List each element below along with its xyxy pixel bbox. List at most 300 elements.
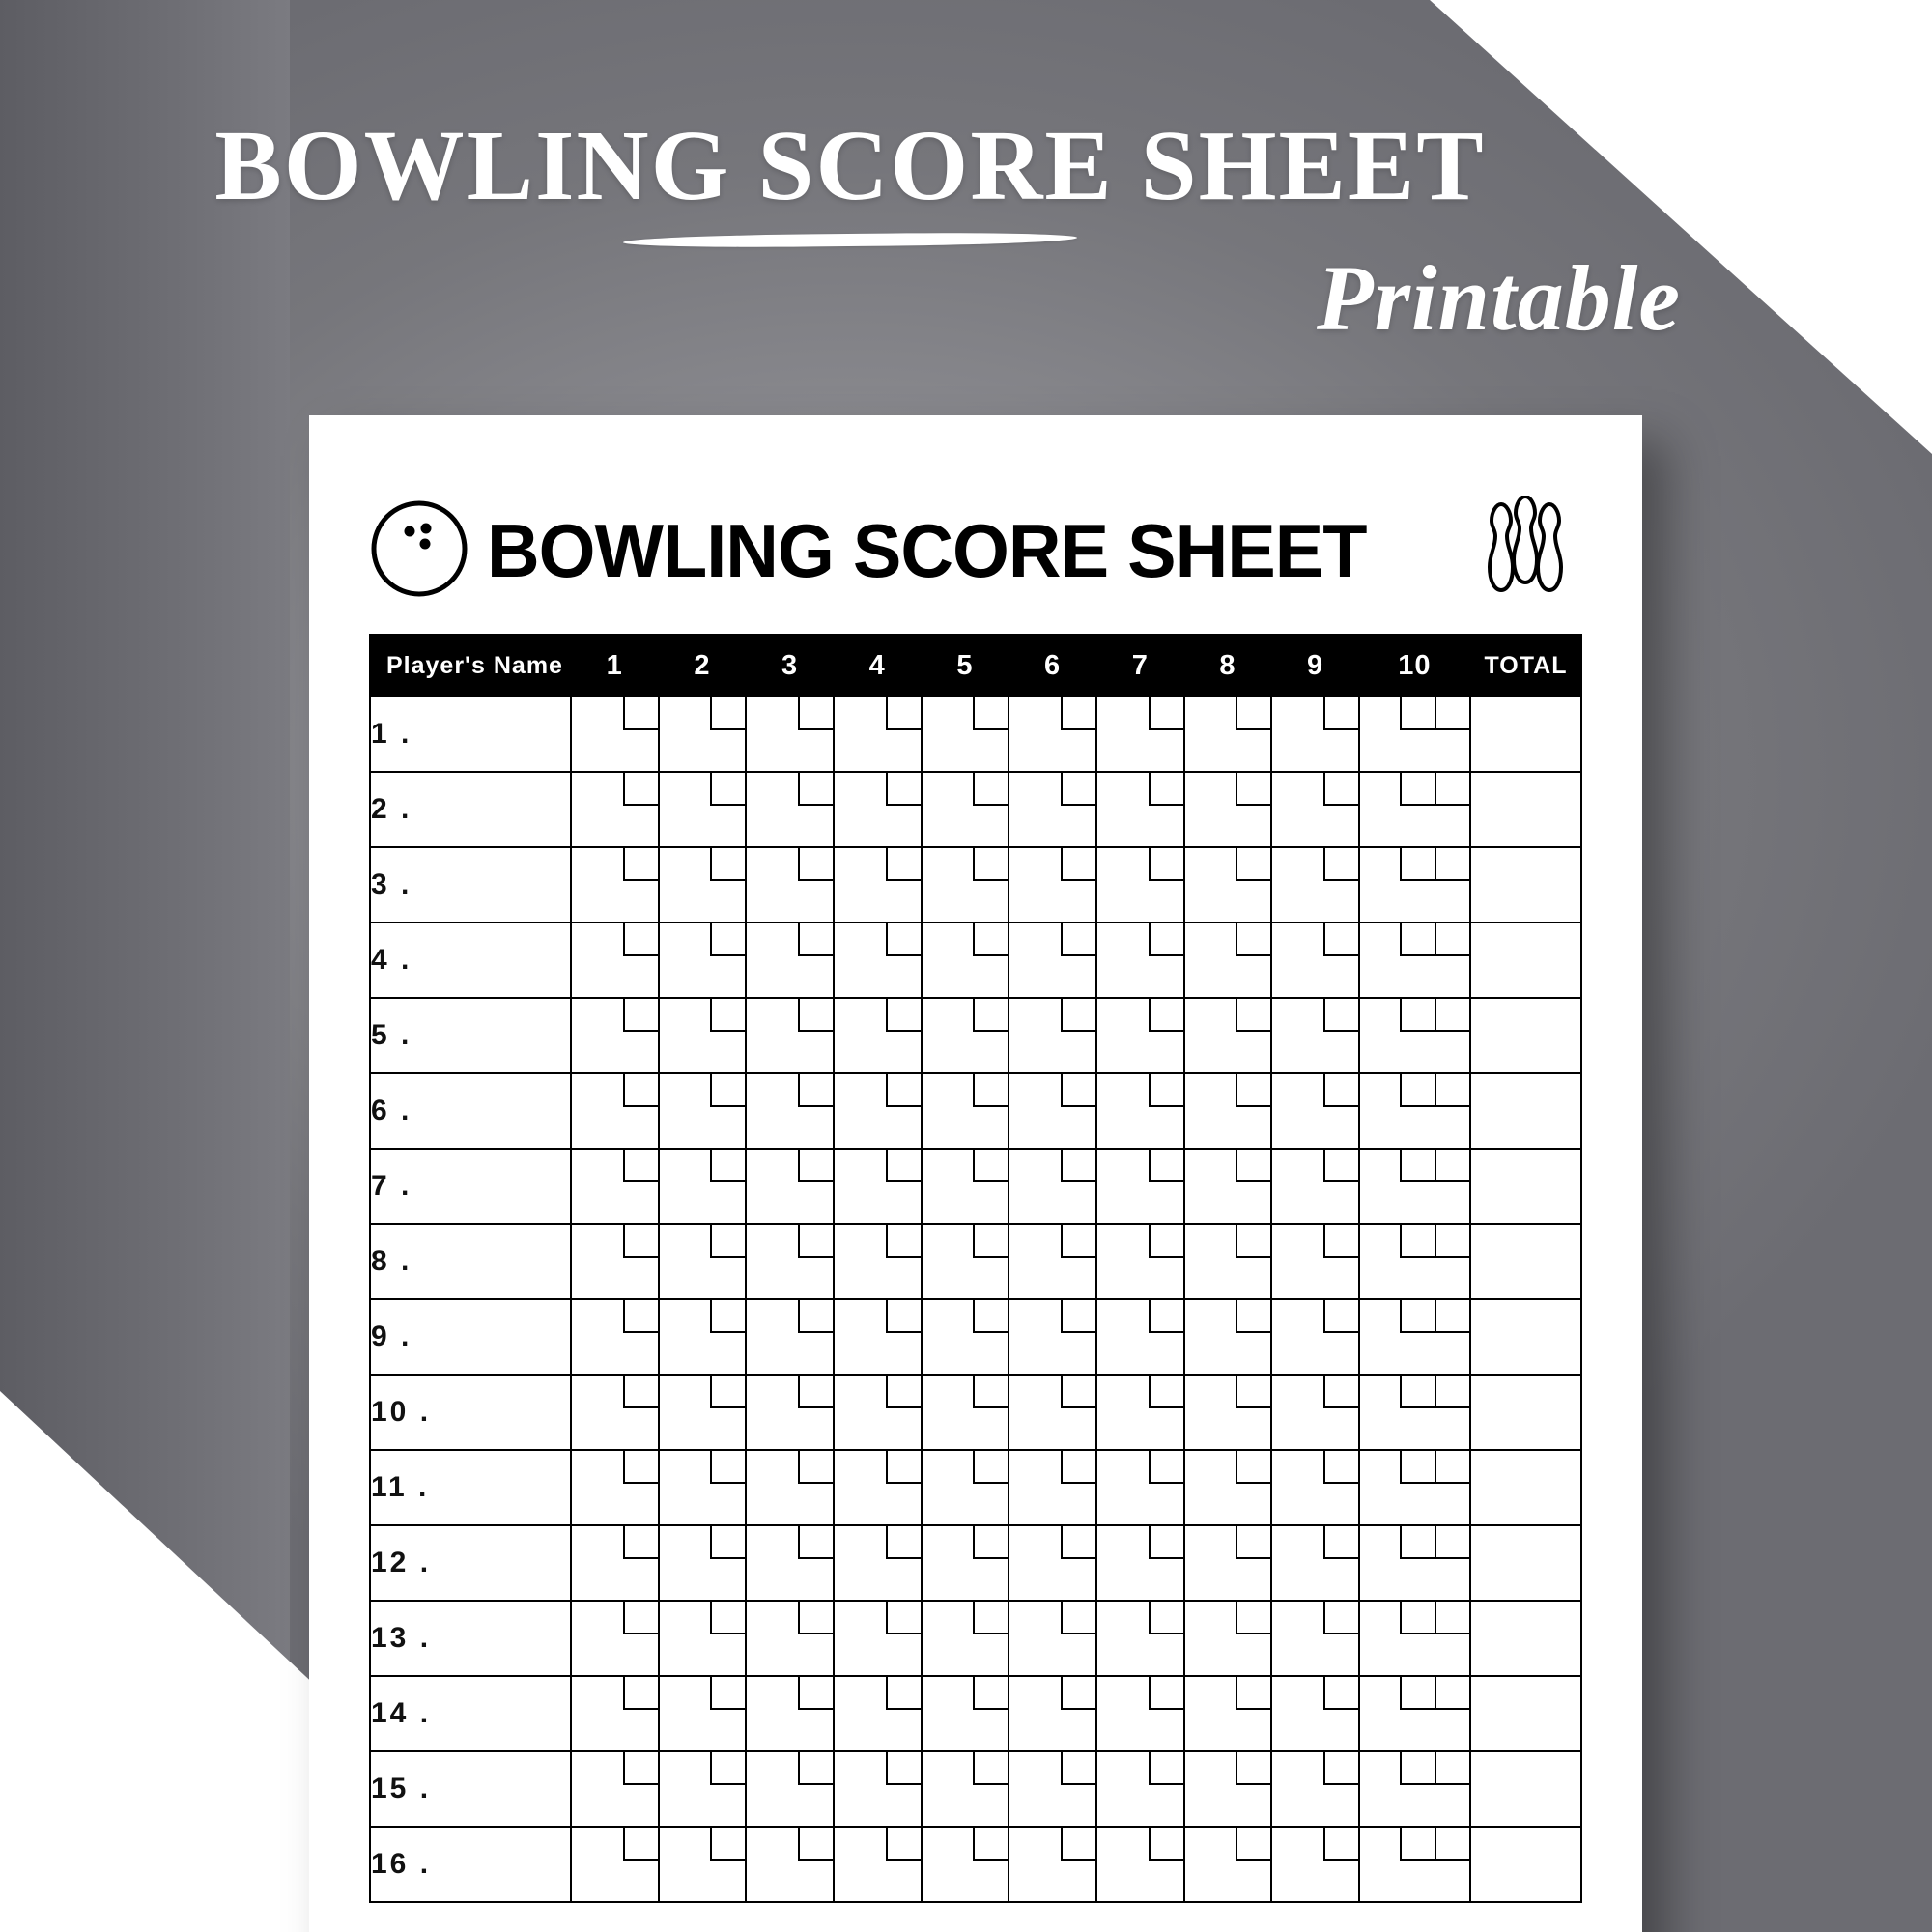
frame-cell-3[interactable] (746, 1375, 834, 1450)
frame-cell-4[interactable] (834, 1751, 922, 1827)
frame-cell-7[interactable] (1096, 772, 1184, 847)
frame-cell-4[interactable] (834, 1149, 922, 1224)
frame-cell-7[interactable] (1096, 1525, 1184, 1601)
roll-box-1[interactable] (1061, 1376, 1095, 1408)
roll-box-2[interactable] (1400, 697, 1435, 730)
frame-cell-5[interactable] (922, 1224, 1009, 1299)
player-name-cell[interactable]: 14 . (370, 1676, 571, 1751)
frame-cell-7[interactable] (1096, 923, 1184, 998)
player-name-cell[interactable]: 15 . (370, 1751, 571, 1827)
roll-box-1[interactable] (886, 1677, 921, 1710)
frame-cell-10[interactable] (1359, 1751, 1470, 1827)
frame-cell-8[interactable] (1184, 998, 1272, 1073)
roll-box-1[interactable] (886, 1602, 921, 1634)
roll-box-1[interactable] (1323, 1074, 1358, 1107)
frame-cell-4[interactable] (834, 1073, 922, 1149)
frame-cell-3[interactable] (746, 772, 834, 847)
frame-cell-9[interactable] (1271, 772, 1359, 847)
roll-box-1[interactable] (1323, 697, 1358, 730)
roll-box-1[interactable] (1149, 1451, 1183, 1484)
frame-cell-1[interactable] (571, 772, 659, 847)
frame-cell-2[interactable] (659, 1525, 747, 1601)
frame-cell-10[interactable] (1359, 772, 1470, 847)
frame-cell-6[interactable] (1009, 1601, 1096, 1676)
frame-cell-2[interactable] (659, 696, 747, 772)
frame-cell-2[interactable] (659, 923, 747, 998)
frame-cell-1[interactable] (571, 1525, 659, 1601)
roll-box-1[interactable] (710, 1451, 745, 1484)
frame-cell-5[interactable] (922, 923, 1009, 998)
roll-box-1[interactable] (1435, 1752, 1469, 1785)
frame-cell-2[interactable] (659, 1601, 747, 1676)
roll-box-1[interactable] (973, 848, 1008, 881)
roll-box-1[interactable] (1236, 1074, 1270, 1107)
roll-box-1[interactable] (623, 1074, 658, 1107)
roll-box-1[interactable] (623, 1300, 658, 1333)
roll-box-1[interactable] (798, 1602, 833, 1634)
frame-cell-2[interactable] (659, 1073, 747, 1149)
frame-cell-10[interactable] (1359, 1299, 1470, 1375)
roll-box-1[interactable] (1323, 1376, 1358, 1408)
roll-box-1[interactable] (798, 1451, 833, 1484)
frame-cell-8[interactable] (1184, 772, 1272, 847)
roll-box-1[interactable] (710, 999, 745, 1032)
roll-box-1[interactable] (1236, 1526, 1270, 1559)
roll-box-1[interactable] (623, 1451, 658, 1484)
frame-cell-6[interactable] (1009, 998, 1096, 1073)
frame-cell-7[interactable] (1096, 1676, 1184, 1751)
frame-cell-5[interactable] (922, 772, 1009, 847)
frame-cell-9[interactable] (1271, 847, 1359, 923)
player-name-cell[interactable]: 7 . (370, 1149, 571, 1224)
player-name-cell[interactable]: 1 . (370, 696, 571, 772)
frame-cell-10[interactable] (1359, 1450, 1470, 1525)
frame-cell-7[interactable] (1096, 1073, 1184, 1149)
roll-box-1[interactable] (886, 1225, 921, 1258)
total-cell[interactable] (1470, 1525, 1581, 1601)
roll-box-1[interactable] (623, 848, 658, 881)
frame-cell-4[interactable] (834, 1827, 922, 1902)
frame-cell-2[interactable] (659, 998, 747, 1073)
frame-cell-4[interactable] (834, 923, 922, 998)
frame-cell-7[interactable] (1096, 1601, 1184, 1676)
roll-box-1[interactable] (1149, 1300, 1183, 1333)
frame-cell-5[interactable] (922, 1375, 1009, 1450)
player-name-cell[interactable]: 2 . (370, 772, 571, 847)
roll-box-1[interactable] (798, 923, 833, 956)
roll-box-1[interactable] (1435, 773, 1469, 806)
roll-box-1[interactable] (1435, 1677, 1469, 1710)
frame-cell-5[interactable] (922, 1676, 1009, 1751)
frame-cell-4[interactable] (834, 772, 922, 847)
roll-box-1[interactable] (973, 1225, 1008, 1258)
roll-box-1[interactable] (623, 1376, 658, 1408)
roll-box-1[interactable] (710, 848, 745, 881)
roll-box-1[interactable] (1323, 1526, 1358, 1559)
roll-box-1[interactable] (886, 1451, 921, 1484)
frame-cell-1[interactable] (571, 1751, 659, 1827)
frame-cell-9[interactable] (1271, 1073, 1359, 1149)
roll-box-1[interactable] (886, 1300, 921, 1333)
frame-cell-9[interactable] (1271, 998, 1359, 1073)
frame-cell-4[interactable] (834, 696, 922, 772)
roll-box-1[interactable] (623, 1225, 658, 1258)
frame-cell-9[interactable] (1271, 1827, 1359, 1902)
frame-cell-10[interactable] (1359, 998, 1470, 1073)
roll-box-1[interactable] (1061, 1150, 1095, 1182)
roll-box-1[interactable] (798, 697, 833, 730)
roll-box-2[interactable] (1400, 1526, 1435, 1559)
frame-cell-8[interactable] (1184, 1601, 1272, 1676)
roll-box-1[interactable] (886, 923, 921, 956)
frame-cell-10[interactable] (1359, 1601, 1470, 1676)
roll-box-2[interactable] (1400, 999, 1435, 1032)
roll-box-1[interactable] (1236, 999, 1270, 1032)
frame-cell-2[interactable] (659, 1827, 747, 1902)
frame-cell-2[interactable] (659, 1751, 747, 1827)
frame-cell-8[interactable] (1184, 1827, 1272, 1902)
roll-box-1[interactable] (1061, 1451, 1095, 1484)
roll-box-1[interactable] (710, 1526, 745, 1559)
roll-box-1[interactable] (1435, 1376, 1469, 1408)
frame-cell-8[interactable] (1184, 1375, 1272, 1450)
roll-box-1[interactable] (1236, 773, 1270, 806)
roll-box-1[interactable] (710, 1074, 745, 1107)
frame-cell-6[interactable] (1009, 1299, 1096, 1375)
roll-box-1[interactable] (1435, 1150, 1469, 1182)
roll-box-1[interactable] (886, 1074, 921, 1107)
total-cell[interactable] (1470, 1149, 1581, 1224)
roll-box-1[interactable] (1323, 923, 1358, 956)
frame-cell-5[interactable] (922, 1525, 1009, 1601)
frame-cell-3[interactable] (746, 1601, 834, 1676)
roll-box-1[interactable] (798, 999, 833, 1032)
frame-cell-1[interactable] (571, 1073, 659, 1149)
roll-box-1[interactable] (1435, 1526, 1469, 1559)
roll-box-1[interactable] (798, 1828, 833, 1861)
roll-box-2[interactable] (1400, 773, 1435, 806)
roll-box-1[interactable] (973, 1451, 1008, 1484)
player-name-cell[interactable]: 5 . (370, 998, 571, 1073)
frame-cell-3[interactable] (746, 1450, 834, 1525)
frame-cell-8[interactable] (1184, 1149, 1272, 1224)
total-cell[interactable] (1470, 1827, 1581, 1902)
frame-cell-7[interactable] (1096, 998, 1184, 1073)
roll-box-1[interactable] (1061, 999, 1095, 1032)
roll-box-1[interactable] (798, 1526, 833, 1559)
roll-box-1[interactable] (1236, 1677, 1270, 1710)
frame-cell-1[interactable] (571, 923, 659, 998)
frame-cell-10[interactable] (1359, 1676, 1470, 1751)
roll-box-1[interactable] (973, 1376, 1008, 1408)
frame-cell-9[interactable] (1271, 1299, 1359, 1375)
frame-cell-10[interactable] (1359, 1375, 1470, 1450)
frame-cell-3[interactable] (746, 1827, 834, 1902)
roll-box-1[interactable] (1435, 697, 1469, 730)
roll-box-1[interactable] (1149, 1150, 1183, 1182)
roll-box-1[interactable] (623, 1677, 658, 1710)
roll-box-1[interactable] (886, 999, 921, 1032)
frame-cell-6[interactable] (1009, 1073, 1096, 1149)
total-cell[interactable] (1470, 998, 1581, 1073)
roll-box-1[interactable] (973, 1074, 1008, 1107)
total-cell[interactable] (1470, 923, 1581, 998)
frame-cell-1[interactable] (571, 1299, 659, 1375)
roll-box-1[interactable] (1149, 923, 1183, 956)
frame-cell-3[interactable] (746, 1299, 834, 1375)
frame-cell-5[interactable] (922, 1751, 1009, 1827)
roll-box-1[interactable] (1236, 1451, 1270, 1484)
roll-box-1[interactable] (798, 1150, 833, 1182)
roll-box-1[interactable] (710, 1225, 745, 1258)
frame-cell-6[interactable] (1009, 1224, 1096, 1299)
roll-box-1[interactable] (1149, 1828, 1183, 1861)
frame-cell-1[interactable] (571, 998, 659, 1073)
roll-box-2[interactable] (1400, 848, 1435, 881)
roll-box-1[interactable] (886, 1526, 921, 1559)
frame-cell-1[interactable] (571, 847, 659, 923)
frame-cell-9[interactable] (1271, 1149, 1359, 1224)
total-cell[interactable] (1470, 1450, 1581, 1525)
frame-cell-10[interactable] (1359, 1224, 1470, 1299)
frame-cell-9[interactable] (1271, 1375, 1359, 1450)
total-cell[interactable] (1470, 1375, 1581, 1450)
roll-box-1[interactable] (710, 697, 745, 730)
roll-box-1[interactable] (1061, 1677, 1095, 1710)
frame-cell-3[interactable] (746, 1149, 834, 1224)
frame-cell-9[interactable] (1271, 1450, 1359, 1525)
roll-box-2[interactable] (1400, 1150, 1435, 1182)
frame-cell-10[interactable] (1359, 1149, 1470, 1224)
roll-box-1[interactable] (1435, 999, 1469, 1032)
roll-box-1[interactable] (973, 1752, 1008, 1785)
frame-cell-3[interactable] (746, 1525, 834, 1601)
frame-cell-9[interactable] (1271, 1525, 1359, 1601)
player-name-cell[interactable]: 8 . (370, 1224, 571, 1299)
frame-cell-5[interactable] (922, 1149, 1009, 1224)
roll-box-1[interactable] (1149, 1677, 1183, 1710)
roll-box-1[interactable] (623, 923, 658, 956)
roll-box-1[interactable] (1149, 697, 1183, 730)
roll-box-2[interactable] (1400, 1451, 1435, 1484)
roll-box-1[interactable] (623, 697, 658, 730)
roll-box-1[interactable] (1236, 923, 1270, 956)
roll-box-1[interactable] (973, 1150, 1008, 1182)
frame-cell-5[interactable] (922, 847, 1009, 923)
frame-cell-10[interactable] (1359, 1827, 1470, 1902)
frame-cell-2[interactable] (659, 1299, 747, 1375)
roll-box-2[interactable] (1400, 1074, 1435, 1107)
roll-box-1[interactable] (886, 848, 921, 881)
frame-cell-9[interactable] (1271, 1224, 1359, 1299)
total-cell[interactable] (1470, 772, 1581, 847)
frame-cell-2[interactable] (659, 1676, 747, 1751)
player-name-cell[interactable]: 3 . (370, 847, 571, 923)
frame-cell-8[interactable] (1184, 1299, 1272, 1375)
total-cell[interactable] (1470, 1299, 1581, 1375)
roll-box-1[interactable] (1149, 1526, 1183, 1559)
frame-cell-7[interactable] (1096, 1751, 1184, 1827)
roll-box-1[interactable] (1061, 697, 1095, 730)
roll-box-1[interactable] (710, 1752, 745, 1785)
roll-box-1[interactable] (1435, 1602, 1469, 1634)
roll-box-1[interactable] (1323, 848, 1358, 881)
frame-cell-4[interactable] (834, 1224, 922, 1299)
roll-box-2[interactable] (1400, 1300, 1435, 1333)
roll-box-2[interactable] (1400, 923, 1435, 956)
roll-box-1[interactable] (1061, 848, 1095, 881)
roll-box-1[interactable] (1323, 1225, 1358, 1258)
roll-box-1[interactable] (1061, 1526, 1095, 1559)
roll-box-1[interactable] (623, 1828, 658, 1861)
frame-cell-4[interactable] (834, 1450, 922, 1525)
roll-box-1[interactable] (710, 1828, 745, 1861)
roll-box-2[interactable] (1400, 1752, 1435, 1785)
roll-box-1[interactable] (1236, 1602, 1270, 1634)
frame-cell-2[interactable] (659, 1375, 747, 1450)
roll-box-1[interactable] (1323, 1828, 1358, 1861)
roll-box-1[interactable] (798, 1074, 833, 1107)
frame-cell-6[interactable] (1009, 1375, 1096, 1450)
frame-cell-7[interactable] (1096, 847, 1184, 923)
roll-box-1[interactable] (886, 1150, 921, 1182)
roll-box-1[interactable] (623, 1526, 658, 1559)
frame-cell-7[interactable] (1096, 1149, 1184, 1224)
roll-box-1[interactable] (798, 1300, 833, 1333)
frame-cell-9[interactable] (1271, 1601, 1359, 1676)
frame-cell-1[interactable] (571, 1149, 659, 1224)
frame-cell-1[interactable] (571, 1601, 659, 1676)
roll-box-1[interactable] (798, 1677, 833, 1710)
frame-cell-7[interactable] (1096, 1299, 1184, 1375)
roll-box-1[interactable] (886, 1828, 921, 1861)
roll-box-1[interactable] (623, 1752, 658, 1785)
roll-box-1[interactable] (710, 1376, 745, 1408)
frame-cell-8[interactable] (1184, 923, 1272, 998)
frame-cell-8[interactable] (1184, 1525, 1272, 1601)
roll-box-1[interactable] (798, 773, 833, 806)
frame-cell-8[interactable] (1184, 1073, 1272, 1149)
frame-cell-6[interactable] (1009, 847, 1096, 923)
roll-box-1[interactable] (710, 773, 745, 806)
roll-box-1[interactable] (886, 1376, 921, 1408)
roll-box-1[interactable] (1149, 1376, 1183, 1408)
frame-cell-9[interactable] (1271, 696, 1359, 772)
roll-box-1[interactable] (1149, 773, 1183, 806)
roll-box-1[interactable] (798, 1376, 833, 1408)
roll-box-1[interactable] (1149, 1602, 1183, 1634)
roll-box-1[interactable] (798, 1752, 833, 1785)
frame-cell-7[interactable] (1096, 1375, 1184, 1450)
frame-cell-6[interactable] (1009, 1827, 1096, 1902)
frame-cell-1[interactable] (571, 1375, 659, 1450)
roll-box-1[interactable] (710, 1602, 745, 1634)
frame-cell-1[interactable] (571, 696, 659, 772)
roll-box-1[interactable] (1435, 1828, 1469, 1861)
frame-cell-10[interactable] (1359, 923, 1470, 998)
frame-cell-9[interactable] (1271, 1676, 1359, 1751)
roll-box-1[interactable] (973, 1828, 1008, 1861)
frame-cell-2[interactable] (659, 772, 747, 847)
roll-box-1[interactable] (886, 773, 921, 806)
roll-box-1[interactable] (1236, 697, 1270, 730)
roll-box-1[interactable] (1149, 999, 1183, 1032)
frame-cell-2[interactable] (659, 1224, 747, 1299)
frame-cell-7[interactable] (1096, 1224, 1184, 1299)
roll-box-1[interactable] (798, 848, 833, 881)
roll-box-1[interactable] (1061, 1074, 1095, 1107)
roll-box-1[interactable] (1149, 848, 1183, 881)
roll-box-1[interactable] (973, 697, 1008, 730)
frame-cell-7[interactable] (1096, 1450, 1184, 1525)
frame-cell-9[interactable] (1271, 923, 1359, 998)
player-name-cell[interactable]: 6 . (370, 1073, 571, 1149)
frame-cell-4[interactable] (834, 1299, 922, 1375)
frame-cell-5[interactable] (922, 1601, 1009, 1676)
roll-box-1[interactable] (623, 1150, 658, 1182)
roll-box-1[interactable] (1061, 1828, 1095, 1861)
total-cell[interactable] (1470, 1601, 1581, 1676)
frame-cell-7[interactable] (1096, 696, 1184, 772)
frame-cell-8[interactable] (1184, 1450, 1272, 1525)
player-name-cell[interactable]: 12 . (370, 1525, 571, 1601)
frame-cell-5[interactable] (922, 998, 1009, 1073)
roll-box-1[interactable] (710, 1300, 745, 1333)
roll-box-1[interactable] (798, 1225, 833, 1258)
roll-box-1[interactable] (1236, 1752, 1270, 1785)
roll-box-1[interactable] (1149, 1225, 1183, 1258)
frame-cell-4[interactable] (834, 1525, 922, 1601)
player-name-cell[interactable]: 16 . (370, 1827, 571, 1902)
roll-box-1[interactable] (1236, 1225, 1270, 1258)
roll-box-1[interactable] (1236, 1828, 1270, 1861)
roll-box-1[interactable] (1061, 1752, 1095, 1785)
player-name-cell[interactable]: 10 . (370, 1375, 571, 1450)
total-cell[interactable] (1470, 696, 1581, 772)
roll-box-1[interactable] (973, 773, 1008, 806)
roll-box-1[interactable] (1323, 1677, 1358, 1710)
roll-box-1[interactable] (1236, 848, 1270, 881)
roll-box-2[interactable] (1400, 1225, 1435, 1258)
frame-cell-10[interactable] (1359, 696, 1470, 772)
frame-cell-4[interactable] (834, 1375, 922, 1450)
frame-cell-3[interactable] (746, 1073, 834, 1149)
roll-box-2[interactable] (1400, 1376, 1435, 1408)
frame-cell-1[interactable] (571, 1450, 659, 1525)
total-cell[interactable] (1470, 847, 1581, 923)
roll-box-1[interactable] (1435, 1074, 1469, 1107)
roll-box-1[interactable] (1323, 1752, 1358, 1785)
frame-cell-3[interactable] (746, 1676, 834, 1751)
frame-cell-4[interactable] (834, 998, 922, 1073)
roll-box-1[interactable] (623, 1602, 658, 1634)
frame-cell-10[interactable] (1359, 1525, 1470, 1601)
player-name-cell[interactable]: 9 . (370, 1299, 571, 1375)
frame-cell-5[interactable] (922, 1827, 1009, 1902)
frame-cell-3[interactable] (746, 847, 834, 923)
roll-box-1[interactable] (886, 1752, 921, 1785)
frame-cell-6[interactable] (1009, 923, 1096, 998)
frame-cell-3[interactable] (746, 1751, 834, 1827)
roll-box-1[interactable] (886, 697, 921, 730)
frame-cell-6[interactable] (1009, 1450, 1096, 1525)
roll-box-1[interactable] (973, 1526, 1008, 1559)
roll-box-1[interactable] (1061, 923, 1095, 956)
roll-box-1[interactable] (710, 1150, 745, 1182)
roll-box-1[interactable] (710, 923, 745, 956)
frame-cell-9[interactable] (1271, 1751, 1359, 1827)
roll-box-1[interactable] (1435, 848, 1469, 881)
